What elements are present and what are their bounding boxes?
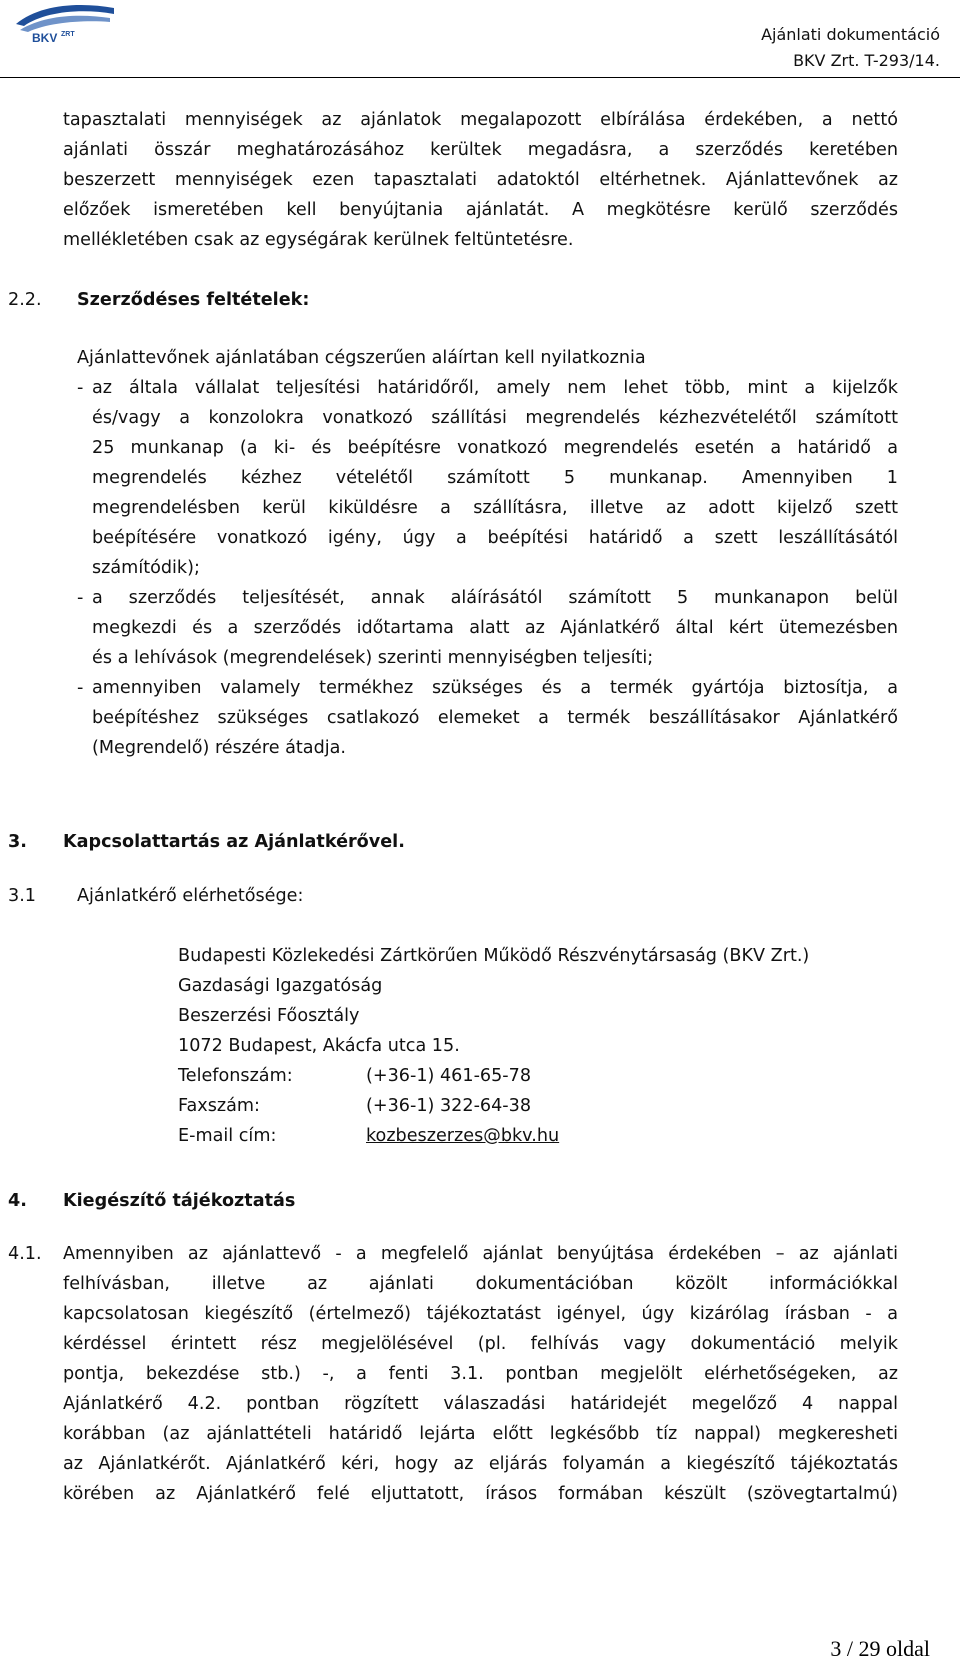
- list-item-line: beépítésére vonatkozó igény, úgy a beépítési határidő a szett leszállításától: [92, 528, 898, 548]
- text-line: az Ajánlatkérőt. Ajánlatkérő kéri, hogy az eljárás folyamán a kiegészítő tájékoztatás: [63, 1454, 898, 1474]
- org-department: Beszerzési Főosztály: [178, 1006, 360, 1026]
- subsection-number: 3.1: [8, 886, 36, 906]
- list-item-line: számítódik);: [92, 558, 200, 578]
- list-item-line: 25 munkanap (a ki- és beépítésre vonatkozó megrendelés esetén a határidő a: [92, 438, 898, 458]
- list-item-line: beépítéshez szükséges csatlakozó elemeket a termék beszállításakor Ajánlatkérő: [92, 708, 898, 728]
- subsection-number: 4.1.: [8, 1244, 42, 1264]
- list-dash: -: [77, 588, 84, 608]
- page-header: [0, 0, 960, 78]
- list-item-line: megkezdi és a szerződés időtartama alatt az Ajánlatkérő által kért ütemezésben: [92, 618, 898, 638]
- list-item-line: megrendelés kézhez vételétől számított 5 munkanap. Amennyiben 1: [92, 468, 898, 488]
- list-item-line: (Megrendelő) részére átadja.: [92, 738, 347, 758]
- text-line: mellékletében csak az egységárak kerülnek feltüntetésre.: [63, 230, 574, 250]
- text-line: körében az Ajánlatkérő felé eljuttatott, írásos formában készült (szövegtartalmú): [63, 1484, 898, 1504]
- document-reference: BKV Zrt. T-293/14.: [793, 51, 940, 70]
- phone-label: Telefonszám:: [178, 1066, 293, 1086]
- text-line: Amennyiben az ajánlattevő - a megfelelő ajánlat benyújtása érdekében – az ajánlati: [63, 1244, 898, 1264]
- text-line: kapcsolatosan kiegészítő (értelmező) tájékoztatást igényel, úgy kizárólag írásban - a: [63, 1304, 898, 1324]
- list-dash: -: [77, 678, 84, 698]
- section-title: Kapcsolattartás az Ajánlatkérővel.: [63, 832, 405, 852]
- list-item-line: és a lehívások (megrendelések) szerinti mennyiségben teljesíti;: [92, 648, 654, 668]
- list-item-line: megrendelésben kerül kiküldésre a szállításra, illetve az adott kijelző szett: [92, 498, 898, 518]
- list-item-line: az általa vállalat teljesítési határidőről, amely nem lehet több, mint a kijelzők: [92, 378, 898, 398]
- section-title: Kiegészítő tájékoztatás: [63, 1191, 296, 1211]
- org-name: Budapesti Közlekedési Zártkörűen Működő Részvénytársaság (BKV Zrt.): [178, 946, 810, 966]
- list-item-line: amennyiben valamely termékhez szükséges és a termék gyártója biztosítja, a: [92, 678, 898, 698]
- fax-label: Faxszám:: [178, 1096, 260, 1116]
- fax-value: (+36-1) 322-64-38: [366, 1096, 532, 1116]
- text-line: beszerzett mennyiségek ezen tapasztalati adatoktól eltérhetnek. Ajánlattevőnek az: [63, 170, 898, 190]
- email-link[interactable]: kozbeszerzes@bkv.hu: [366, 1126, 560, 1146]
- header-info: [761, 22, 940, 74]
- org-directorate: Gazdasági Igazgatóság: [178, 976, 383, 996]
- section-title: Szerződéses feltételek:: [77, 290, 310, 310]
- list-dash: -: [77, 378, 84, 398]
- text-line: ajánlati összár meghatározásához kerültek megadásra, a szerződés keretében: [63, 140, 898, 160]
- text-line: pontja, bekezdése stb.) -, a fenti 3.1. pontban megjelölt elérhetőségeken, az: [63, 1364, 898, 1384]
- header-divider: [0, 77, 960, 78]
- section-number: 3.: [8, 832, 27, 852]
- section-lead: Ajánlattevőnek ajánlatában cégszerűen aláírtan kell nyilatkoznia: [77, 348, 646, 368]
- org-address: 1072 Budapest, Akácfa utca 15.: [178, 1036, 460, 1056]
- page-number: 3 / 29 oldal: [830, 1636, 930, 1661]
- text-line: korábban (az ajánlattételi határidő lejárta előtt legkésőbb tíz nappal) megkeresheti: [63, 1424, 898, 1444]
- subsection-title: Ajánlatkérő elérhetősége:: [77, 886, 304, 906]
- svg-text:ZRT: ZRT: [61, 31, 75, 38]
- phone-value: (+36-1) 461-65-78: [366, 1066, 532, 1086]
- text-line: tapasztalati mennyiségek az ajánlatok megalapozott elbírálása érdekében, a nettó: [63, 110, 898, 130]
- document-title: Ajánlati dokumentáció: [761, 25, 940, 44]
- text-line: felhívásban, illetve az ajánlati dokumentációban közölt információkkal: [63, 1274, 898, 1294]
- list-item-line: és/vagy a konzolokra vonatkozó szállítási megrendelés kézhezvételétől számított: [92, 408, 898, 428]
- section-number: 2.2.: [8, 290, 42, 310]
- text-line: kérdéssel érintett rész megjelölésével (pl. felhívás vagy dokumentáció melyik: [63, 1334, 898, 1354]
- text-line: előzőek ismeretében kell benyújtania ajánlatát. A megkötésre kerülő szerződés: [63, 200, 898, 220]
- section-number: 4.: [8, 1191, 27, 1211]
- email-label: E-mail cím:: [178, 1126, 277, 1146]
- text-line: Ajánlatkérő 4.2. pontban rögzített válaszadási határidejét megelőző 4 nappal: [63, 1394, 898, 1414]
- bkv-logo: [10, 2, 120, 46]
- list-item-line: a szerződés teljesítését, annak aláírásától számított 5 munkanapon belül: [92, 588, 898, 608]
- svg-text:BKV: BKV: [32, 31, 58, 45]
